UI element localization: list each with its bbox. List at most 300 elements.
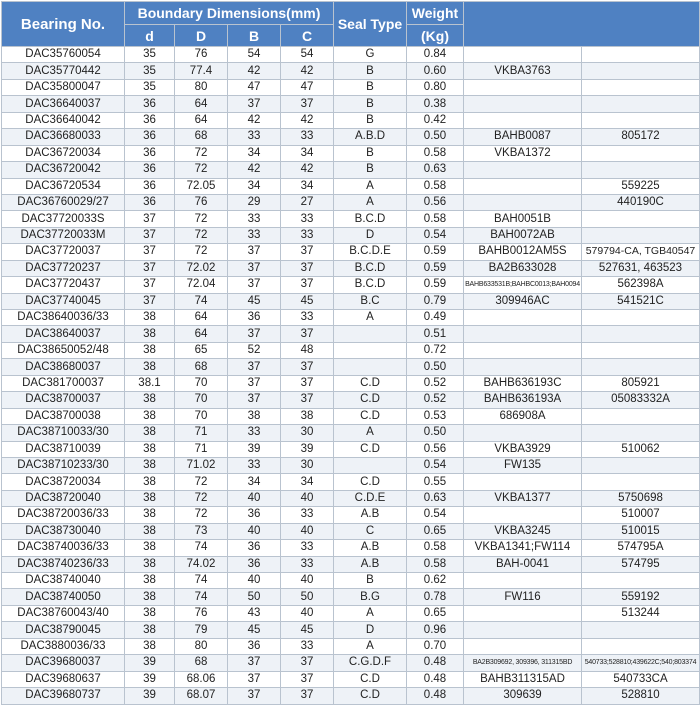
bearing-no-cell: DAC38740040	[2, 573, 125, 589]
width-B-cell: 37	[228, 326, 281, 342]
table-row	[2, 112, 700, 128]
width-C-cell: 37	[281, 392, 334, 408]
reference-1-cell: VKBA3929	[464, 441, 582, 457]
reference-1-cell	[464, 96, 582, 112]
seal-type-cell	[334, 326, 407, 342]
outer-D-cell: 72.05	[175, 178, 228, 194]
reference-2-cell: 510015	[582, 523, 700, 539]
width-C-cell: 40	[281, 490, 334, 506]
seal-type-cell: A.B.D	[334, 129, 407, 145]
weight-cell: 0.54	[407, 457, 464, 473]
reference-1-cell: 686908A	[464, 408, 582, 424]
reference-2-cell: 540733CA	[582, 671, 700, 687]
weight-cell: 0.58	[407, 540, 464, 556]
reference-1-cell: FW116	[464, 589, 582, 605]
width-C-cell: 42	[281, 63, 334, 79]
inner-d-cell: 36	[125, 145, 175, 161]
inner-d-cell: 38	[125, 441, 175, 457]
width-C-cell: 37	[281, 96, 334, 112]
width-B-cell: 39	[228, 441, 281, 457]
weight-cell: 0.50	[407, 359, 464, 375]
seal-type-cell: A.B	[334, 507, 407, 523]
inner-d-cell: 37	[125, 293, 175, 309]
reference-1-cell	[464, 425, 582, 441]
width-B-cell: 37	[228, 655, 281, 671]
reference-1-cell	[464, 47, 582, 63]
outer-D-cell: 65	[175, 342, 228, 358]
width-B-cell: 34	[228, 145, 281, 161]
reference-1-cell: BAHB636193A	[464, 392, 582, 408]
reference-1-cell	[464, 310, 582, 326]
weight-cell: 0.49	[407, 310, 464, 326]
table-row	[2, 244, 700, 260]
reference-2-cell	[582, 227, 700, 243]
reference-2-cell	[582, 408, 700, 424]
outer-D-cell: 72	[175, 490, 228, 506]
outer-D-cell: 72	[175, 211, 228, 227]
weight-cell: 0.63	[407, 490, 464, 506]
width-C-cell: 47	[281, 79, 334, 95]
bearing-no-cell: DAC38710039	[2, 441, 125, 457]
width-B-cell: 37	[228, 260, 281, 276]
reference-1-cell: BAHB633531B;BAHBC0013;BAH0094	[464, 277, 582, 293]
width-C-cell: 33	[281, 227, 334, 243]
width-C-cell: 37	[281, 244, 334, 260]
reference-2-cell	[582, 211, 700, 227]
inner-d-cell: 36	[125, 162, 175, 178]
table-row	[2, 277, 700, 293]
inner-d-cell: 38	[125, 622, 175, 638]
weight-cell: 0.79	[407, 293, 464, 309]
width-C-cell: 37	[281, 359, 334, 375]
bearing-no-cell: DAC35770442	[2, 63, 125, 79]
inner-d-cell: 35	[125, 63, 175, 79]
table-row	[2, 47, 700, 63]
seal-type-cell: C.D.E	[334, 490, 407, 506]
table-row	[2, 310, 700, 326]
bearing-no-cell: DAC36640037	[2, 96, 125, 112]
reference-2-cell	[582, 425, 700, 441]
width-B-cell: 29	[228, 194, 281, 210]
width-B-cell: 33	[228, 129, 281, 145]
weight-cell: 0.65	[407, 605, 464, 621]
reference-1-cell	[464, 474, 582, 490]
table-row	[2, 342, 700, 358]
seal-type-cell: A.B	[334, 556, 407, 572]
outer-D-cell: 72	[175, 162, 228, 178]
bearing-spec-table	[1, 1, 700, 705]
seal-type-cell: B.C.D.E	[334, 244, 407, 260]
reference-1-cell	[464, 605, 582, 621]
outer-D-cell: 74.02	[175, 556, 228, 572]
inner-d-cell: 39	[125, 688, 175, 704]
width-B-cell: 37	[228, 392, 281, 408]
col-B-header: B	[228, 25, 281, 47]
reference-1-cell	[464, 112, 582, 128]
width-C-cell: 37	[281, 260, 334, 276]
weight-cell: 0.65	[407, 523, 464, 539]
width-C-cell: 42	[281, 162, 334, 178]
inner-d-cell: 38	[125, 605, 175, 621]
outer-D-cell: 64	[175, 96, 228, 112]
inner-d-cell: 38	[125, 540, 175, 556]
inner-d-cell: 36	[125, 194, 175, 210]
weight-cell: 0.72	[407, 342, 464, 358]
inner-d-cell: 35	[125, 47, 175, 63]
width-C-cell: 34	[281, 474, 334, 490]
seal-type-cell: A	[334, 605, 407, 621]
inner-d-cell: 38	[125, 457, 175, 473]
seal-type-cell: B	[334, 96, 407, 112]
width-C-cell: 33	[281, 540, 334, 556]
width-B-cell: 38	[228, 408, 281, 424]
outer-D-cell: 74	[175, 293, 228, 309]
inner-d-cell: 38	[125, 589, 175, 605]
width-B-cell: 50	[228, 589, 281, 605]
weight-cell: 0.80	[407, 79, 464, 95]
weight-cell: 0.51	[407, 326, 464, 342]
width-C-cell: 33	[281, 211, 334, 227]
width-C-cell: 30	[281, 425, 334, 441]
outer-D-cell: 71	[175, 425, 228, 441]
weight-cell: 0.70	[407, 638, 464, 654]
outer-D-cell: 72.02	[175, 260, 228, 276]
seal-type-cell: B	[334, 63, 407, 79]
outer-D-cell: 80	[175, 638, 228, 654]
outer-D-cell: 68	[175, 655, 228, 671]
weight-unit-header: (Kg)	[407, 25, 464, 47]
bearing-no-cell: DAC36720534	[2, 178, 125, 194]
outer-D-cell: 71	[175, 441, 228, 457]
bearing-no-cell: DAC37720437	[2, 277, 125, 293]
reference-2-cell	[582, 145, 700, 161]
width-C-cell: 37	[281, 655, 334, 671]
inner-d-cell: 35	[125, 79, 175, 95]
reference-1-cell	[464, 622, 582, 638]
table-row	[2, 211, 700, 227]
reference-2-cell: 510062	[582, 441, 700, 457]
width-C-cell: 50	[281, 589, 334, 605]
bearing-no-cell: DAC38760043/40	[2, 605, 125, 621]
width-B-cell: 43	[228, 605, 281, 621]
inner-d-cell: 38	[125, 507, 175, 523]
inner-d-cell: 39	[125, 671, 175, 687]
reference-1-cell: BAHB311315AD	[464, 671, 582, 687]
width-C-cell: 39	[281, 441, 334, 457]
weight-cell: 0.59	[407, 277, 464, 293]
inner-d-cell: 38	[125, 408, 175, 424]
weight-cell: 0.59	[407, 244, 464, 260]
bearing-no-cell: DAC38640036/33	[2, 310, 125, 326]
bearing-no-cell: DAC38710033/30	[2, 425, 125, 441]
outer-D-cell: 76	[175, 605, 228, 621]
reference-2-cell: 541521C	[582, 293, 700, 309]
seal-type-cell: B.C.D	[334, 260, 407, 276]
width-B-cell: 33	[228, 457, 281, 473]
seal-type-cell: B	[334, 145, 407, 161]
table-row	[2, 162, 700, 178]
reference-2-cell	[582, 162, 700, 178]
width-C-cell: 40	[281, 523, 334, 539]
bearing-no-cell: DAC37740045	[2, 293, 125, 309]
width-B-cell: 33	[228, 211, 281, 227]
seal-type-cell: C.D	[334, 408, 407, 424]
seal-type-cell: B	[334, 162, 407, 178]
inner-d-cell: 38	[125, 638, 175, 654]
seal-type-cell: A	[334, 310, 407, 326]
width-B-cell: 36	[228, 638, 281, 654]
seal-type-cell: C.D	[334, 392, 407, 408]
inner-d-cell: 36	[125, 129, 175, 145]
reference-2-cell: 579794-CA, TGB40547	[582, 244, 700, 260]
width-C-cell: 38	[281, 408, 334, 424]
reference-2-cell: 528810	[582, 688, 700, 704]
table-row	[2, 260, 700, 276]
reference-2-cell	[582, 622, 700, 638]
reference-1-cell: VKBA1372	[464, 145, 582, 161]
outer-D-cell: 70	[175, 408, 228, 424]
outer-D-cell: 72	[175, 145, 228, 161]
seal-type-cell: G	[334, 47, 407, 63]
seal-type-cell: C.D	[334, 474, 407, 490]
seal-type-cell: A	[334, 178, 407, 194]
reference-1-cell: BAH0051B	[464, 211, 582, 227]
inner-d-cell: 37	[125, 227, 175, 243]
outer-D-cell: 72	[175, 474, 228, 490]
width-C-cell: 37	[281, 688, 334, 704]
width-B-cell: 34	[228, 178, 281, 194]
width-C-cell: 33	[281, 507, 334, 523]
outer-D-cell: 72	[175, 244, 228, 260]
reference-1-cell: BAHB636193C	[464, 375, 582, 391]
seal-type-cell: C.D	[334, 671, 407, 687]
seal-type-cell: B.C	[334, 293, 407, 309]
width-B-cell: 52	[228, 342, 281, 358]
seal-type-cell: A	[334, 638, 407, 654]
outer-D-cell: 64	[175, 326, 228, 342]
width-B-cell: 40	[228, 490, 281, 506]
header-row-top	[2, 2, 700, 25]
bearing-no-cell: DAC36720034	[2, 145, 125, 161]
weight-cell: 0.38	[407, 96, 464, 112]
inner-d-cell: 38	[125, 326, 175, 342]
bearing-no-cell: DAC39680737	[2, 688, 125, 704]
width-C-cell: 45	[281, 293, 334, 309]
table-body	[2, 47, 700, 705]
reference-2-cell: 05083332A	[582, 392, 700, 408]
width-B-cell: 42	[228, 112, 281, 128]
reference-2-cell: 540733;528810;439622C;540;803374	[582, 655, 700, 671]
inner-d-cell: 39	[125, 655, 175, 671]
reference-2-cell	[582, 573, 700, 589]
bearing-no-cell: DAC38740036/33	[2, 540, 125, 556]
weight-cell: 0.58	[407, 211, 464, 227]
outer-D-cell: 73	[175, 523, 228, 539]
width-B-cell: 34	[228, 474, 281, 490]
width-C-cell: 40	[281, 573, 334, 589]
inner-d-cell: 38	[125, 474, 175, 490]
bearing-no-cell: DAC37720237	[2, 260, 125, 276]
reference-header	[464, 2, 700, 47]
outer-D-cell: 74	[175, 540, 228, 556]
width-C-cell: 37	[281, 326, 334, 342]
table-row	[2, 145, 700, 161]
reference-1-cell: BA2B309692, 309396, 311315BD	[464, 655, 582, 671]
table-row	[2, 425, 700, 441]
table-row	[2, 589, 700, 605]
bearing-no-cell: DAC381700037	[2, 375, 125, 391]
width-C-cell: 33	[281, 638, 334, 654]
width-B-cell: 36	[228, 310, 281, 326]
width-B-cell: 45	[228, 293, 281, 309]
weight-cell: 0.58	[407, 556, 464, 572]
table-row	[2, 507, 700, 523]
width-B-cell: 37	[228, 359, 281, 375]
inner-d-cell: 37	[125, 277, 175, 293]
reference-1-cell: BAHB0087	[464, 129, 582, 145]
width-B-cell: 36	[228, 540, 281, 556]
table-row	[2, 408, 700, 424]
reference-2-cell: 440190C	[582, 194, 700, 210]
weight-cell: 0.58	[407, 178, 464, 194]
width-B-cell: 33	[228, 227, 281, 243]
table-row	[2, 688, 700, 704]
seal-type-cell: A.B	[334, 540, 407, 556]
table-row	[2, 474, 700, 490]
outer-D-cell: 68	[175, 359, 228, 375]
reference-1-cell	[464, 162, 582, 178]
col-D-header: D	[175, 25, 228, 47]
bearing-no-cell: DAC38720034	[2, 474, 125, 490]
seal-type-cell: B.C.D	[334, 277, 407, 293]
reference-2-cell	[582, 63, 700, 79]
bearing-no-header: Bearing No.	[2, 2, 125, 47]
reference-2-cell	[582, 112, 700, 128]
width-C-cell: 34	[281, 145, 334, 161]
table-row	[2, 63, 700, 79]
bearing-no-cell: DAC36680033	[2, 129, 125, 145]
outer-D-cell: 71.02	[175, 457, 228, 473]
seal-type-cell: B.C.D	[334, 211, 407, 227]
weight-cell: 0.59	[407, 260, 464, 276]
inner-d-cell: 38	[125, 573, 175, 589]
col-d-header: d	[125, 25, 175, 47]
width-C-cell: 37	[281, 375, 334, 391]
width-B-cell: 36	[228, 556, 281, 572]
bearing-no-cell: DAC36720042	[2, 162, 125, 178]
width-C-cell: 37	[281, 671, 334, 687]
bearing-no-cell: DAC36760029/27	[2, 194, 125, 210]
bearing-no-cell: DAC38700038	[2, 408, 125, 424]
reference-2-cell	[582, 79, 700, 95]
seal-type-cell: A	[334, 194, 407, 210]
reference-2-cell: 559225	[582, 178, 700, 194]
weight-cell: 0.52	[407, 375, 464, 391]
reference-2-cell: 805921	[582, 375, 700, 391]
inner-d-cell: 38.1	[125, 375, 175, 391]
inner-d-cell: 37	[125, 260, 175, 276]
width-C-cell: 40	[281, 605, 334, 621]
outer-D-cell: 64	[175, 310, 228, 326]
weight-cell: 0.48	[407, 688, 464, 704]
weight-cell: 0.84	[407, 47, 464, 63]
weight-cell: 0.55	[407, 474, 464, 490]
weight-cell: 0.42	[407, 112, 464, 128]
seal-type-cell	[334, 457, 407, 473]
reference-1-cell: 309639	[464, 688, 582, 704]
outer-D-cell: 80	[175, 79, 228, 95]
seal-type-cell	[334, 342, 407, 358]
weight-cell: 0.96	[407, 622, 464, 638]
inner-d-cell: 38	[125, 310, 175, 326]
seal-type-cell: D	[334, 227, 407, 243]
inner-d-cell: 36	[125, 96, 175, 112]
reference-2-cell: 559192	[582, 589, 700, 605]
reference-2-cell: 805172	[582, 129, 700, 145]
seal-type-cell: C	[334, 523, 407, 539]
bearing-no-cell: DAC38730040	[2, 523, 125, 539]
width-B-cell: 37	[228, 671, 281, 687]
width-B-cell: 36	[228, 507, 281, 523]
reference-1-cell: VKBA1341;FW114	[464, 540, 582, 556]
outer-D-cell: 72	[175, 227, 228, 243]
reference-2-cell	[582, 359, 700, 375]
outer-D-cell: 72.04	[175, 277, 228, 293]
table-row	[2, 227, 700, 243]
reference-2-cell	[582, 96, 700, 112]
table-row	[2, 375, 700, 391]
width-B-cell: 33	[228, 425, 281, 441]
table-row	[2, 79, 700, 95]
reference-1-cell	[464, 359, 582, 375]
reference-1-cell: FW135	[464, 457, 582, 473]
weight-header: Weight	[407, 2, 464, 25]
bearing-no-cell: DAC38710233/30	[2, 457, 125, 473]
width-B-cell: 37	[228, 244, 281, 260]
seal-type-cell: C.D	[334, 375, 407, 391]
weight-cell: 0.52	[407, 392, 464, 408]
seal-type-header: Seal Type	[334, 2, 407, 47]
bearing-no-cell: DAC37720033M	[2, 227, 125, 243]
table-row	[2, 129, 700, 145]
reference-2-cell: 574795	[582, 556, 700, 572]
reference-2-cell	[582, 474, 700, 490]
width-B-cell: 45	[228, 622, 281, 638]
outer-D-cell: 70	[175, 392, 228, 408]
bearing-no-cell: DAC38740236/33	[2, 556, 125, 572]
weight-cell: 0.63	[407, 162, 464, 178]
width-B-cell: 37	[228, 688, 281, 704]
bearing-no-cell: DAC38790045	[2, 622, 125, 638]
reference-1-cell	[464, 79, 582, 95]
width-B-cell: 42	[228, 162, 281, 178]
table-row	[2, 573, 700, 589]
seal-type-cell: B	[334, 573, 407, 589]
reference-1-cell: VKBA3763	[464, 63, 582, 79]
outer-D-cell: 68.06	[175, 671, 228, 687]
seal-type-cell: A	[334, 425, 407, 441]
width-C-cell: 30	[281, 457, 334, 473]
reference-1-cell: VKBA3245	[464, 523, 582, 539]
inner-d-cell: 36	[125, 112, 175, 128]
weight-cell: 0.62	[407, 573, 464, 589]
seal-type-cell: C.G.D.F	[334, 655, 407, 671]
bearing-no-cell: DAC38700037	[2, 392, 125, 408]
reference-2-cell: 510007	[582, 507, 700, 523]
inner-d-cell: 38	[125, 392, 175, 408]
outer-D-cell: 76	[175, 47, 228, 63]
table-row	[2, 194, 700, 210]
